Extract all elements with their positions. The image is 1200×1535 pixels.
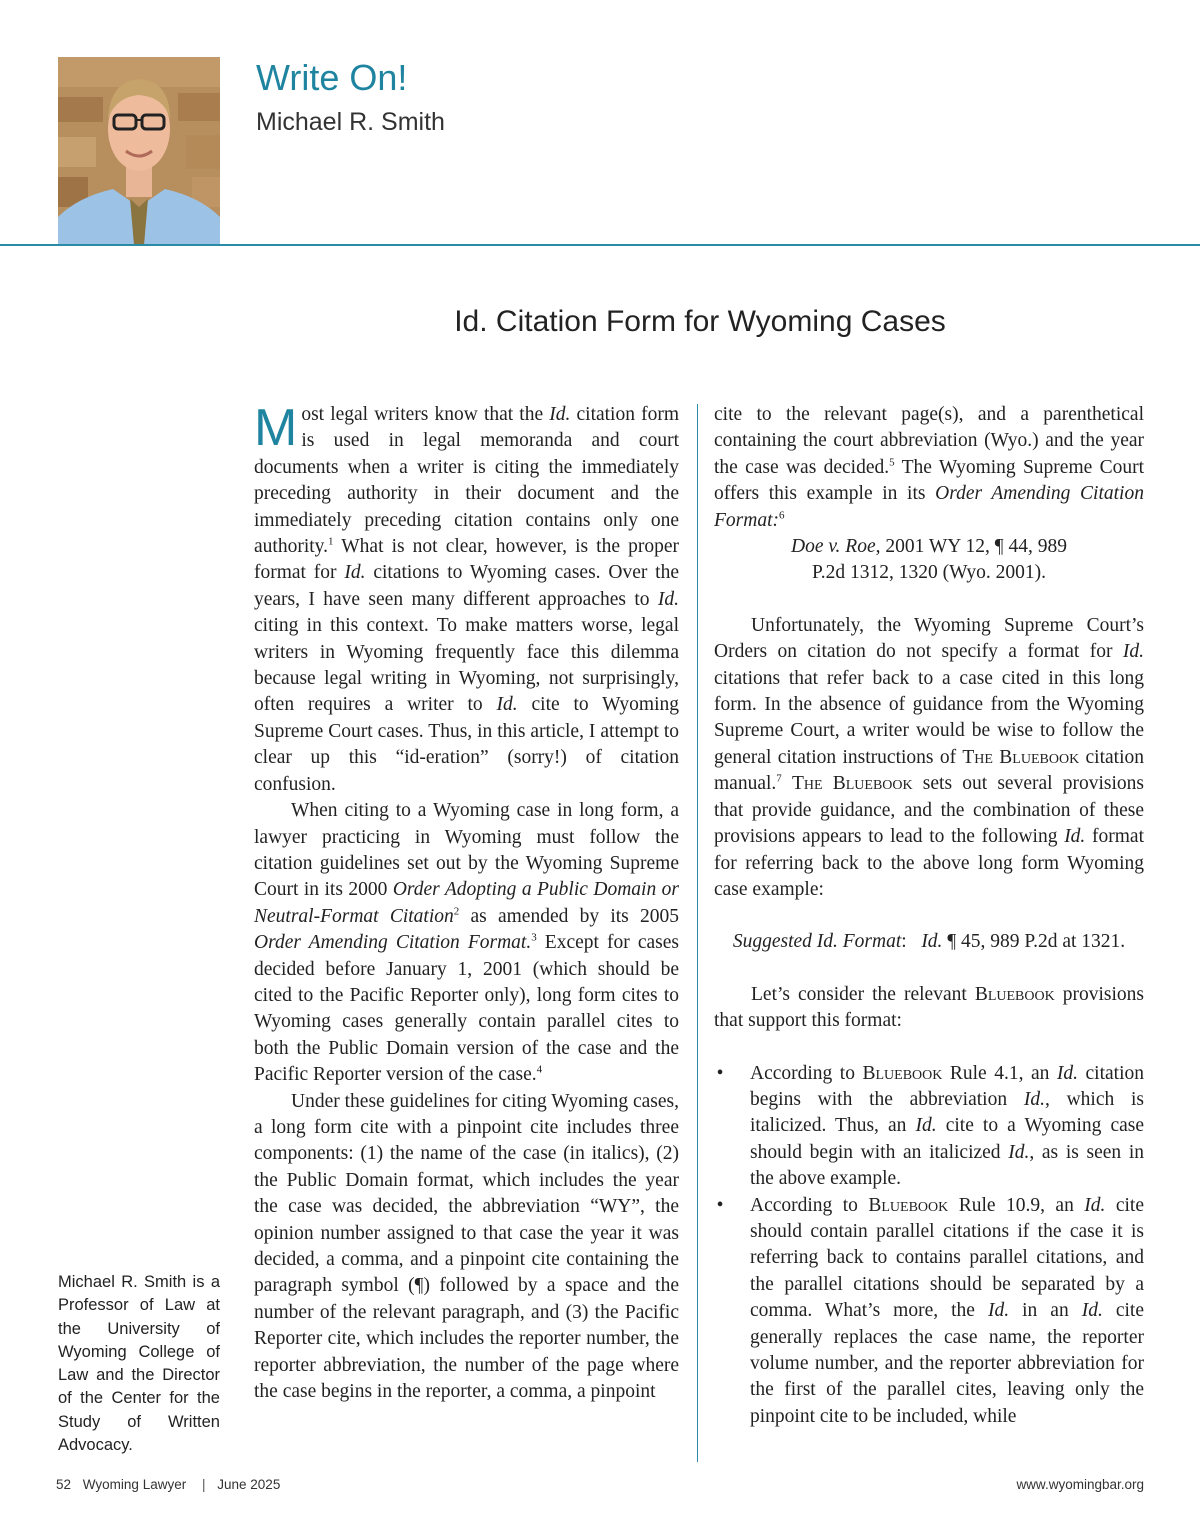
- text: in an: [1009, 1300, 1082, 1322]
- text: Unfortunately, the Wyoming Supreme Court’s Orders on citation do not specify a format for: [714, 614, 1144, 663]
- list-item: [714, 1061, 1144, 1193]
- text: cite to a Wyoming case should begin with an italicized: [750, 1115, 1144, 1163]
- text: , as is seen in the above example.: [750, 1141, 1144, 1190]
- id-term: Id.: [1084, 1194, 1106, 1216]
- text: , 2001 WY 12, ¶ 44, 989: [875, 536, 1067, 558]
- paragraph-unfortunately: [714, 613, 1144, 903]
- paragraph-components: Under these guidelines for citing Wyoming cases, a long form cite with a pinpoint cite includes three components: (1) the name of the case (in italics), (2) the Public Domain format, which includes the year the case was decided, the abbreviation “WY”, the opinion number assigned to that case the year it was decided, a comma, and a pinpoint cite containing the paragraph symbol (¶) followed by a space and the number of the relevant paragraph, and (3) the Pacific Reporter cite, which includes the reporter number, the reporter abbreviation, the number of the page where the case begins in the reporter, a comma, a pinpoint: [254, 1090, 679, 1403]
- website-link[interactable]: www.wyomingbar.org: [1016, 1477, 1144, 1492]
- text: Let’s consider the relevant: [751, 983, 975, 1005]
- id-term: Id.: [344, 562, 366, 584]
- id-term: Id.: [1081, 1300, 1103, 1322]
- column-right: [714, 402, 1144, 1430]
- id-term: Id.: [1008, 1141, 1030, 1163]
- text: :: [901, 931, 922, 953]
- text: citation manual.: [714, 746, 1144, 795]
- spacer: [714, 587, 1144, 613]
- page-footer: [56, 1477, 1144, 1492]
- list-item: [714, 1193, 1144, 1431]
- text: What is not clear, however, is the proper format for: [254, 536, 679, 584]
- bullet-icon: •: [716, 1062, 724, 1084]
- footer-separator: |: [201, 1477, 206, 1492]
- author-bio: Michael R. Smith is a Professor of Law at the University of Wyoming College of Law and the Director of the Center for the Study of Written Advocacy.: [58, 1273, 220, 1455]
- id-term: Id.: [915, 1115, 937, 1137]
- text: citing in this context. To make matters worse, legal writers in Wyoming frequently face this dilemma because legal writing in Wyoming, not surprisingly, often requires a writer to: [254, 615, 679, 716]
- article-title: Id. Citation Form for Wyoming Cases: [454, 305, 946, 338]
- text: When citing to a Wyoming case in long form, a lawyer practicing in Wyoming must follow the citation guidelines set out by the Wyoming Supreme Court in its 2000: [254, 800, 679, 901]
- text: According to: [750, 1062, 863, 1084]
- order-title: Order Adopting a Public Domain or Neutral-Format Citation: [254, 879, 679, 927]
- id-term: Id.: [1056, 1062, 1079, 1084]
- bluebook-name: Bluebook: [862, 1062, 943, 1084]
- author-photo: [58, 57, 220, 245]
- text: provisions that support this format:: [714, 983, 1144, 1032]
- issue-date: June 2025: [217, 1477, 281, 1492]
- spacer: [714, 956, 1144, 982]
- spacer: [714, 1035, 1144, 1061]
- text: as amended by its 2005: [459, 905, 679, 927]
- text: Rule 10.9, an: [948, 1194, 1085, 1216]
- footnote-ref: 5: [889, 456, 895, 469]
- id-term: Id.: [1122, 641, 1144, 663]
- text: , which is italicized. Thus, an: [750, 1088, 1144, 1137]
- column-left: [254, 399, 679, 1405]
- example-citation: [714, 534, 1144, 587]
- column-title: Write On!: [256, 57, 408, 98]
- text: Rule 4.1, an: [942, 1062, 1057, 1084]
- id-term: Id.: [1064, 826, 1086, 848]
- text: cite to Wyoming Supreme Court cases. Thus, in this article, I attempt to clear up this “id-eration” (sorry!) of citation confusion.: [254, 694, 679, 795]
- order-title: Order Amending Citation Format.: [254, 932, 532, 954]
- paragraph-long-form: [254, 798, 679, 1088]
- id-term: Id.: [1023, 1088, 1045, 1110]
- text: ¶ 45, 989 P.2d at 1321.: [942, 931, 1126, 953]
- text: cite to the relevant page(s), and a parenthetical containing the court abbreviation (Wyo.) and the year the case was decided.: [714, 404, 1144, 478]
- text: ost legal writers know that the: [301, 404, 550, 425]
- footnote-ref: 1: [328, 535, 334, 548]
- footnote-ref: 4: [536, 1063, 543, 1076]
- paragraph-provisions: [714, 982, 1144, 1035]
- id-term: Id.: [549, 404, 571, 425]
- bluebook-name: Bluebook: [868, 1194, 949, 1216]
- text: citations that refer back to a case cited in this long form. In the absence of guidance from the Wyoming Supreme Court, a writer would be wise to follow the general citation instructions of: [714, 667, 1144, 768]
- bluebook-name: The Bluebook: [962, 746, 1080, 768]
- bullet-icon: •: [716, 1194, 724, 1216]
- id-term: Id.: [657, 588, 679, 610]
- text: Except for cases decided before January 1, 2001 (which should be cited to the Pacific Reporter only), long form cites to Wyoming cases generally contain parallel cites to both the Public Domain version of the case and the Pacific Reporter version of the case.: [254, 932, 679, 1086]
- publication-name: Wyoming Lawyer: [82, 1477, 187, 1492]
- footnote-ref: 3: [531, 931, 537, 944]
- id-term: Id.: [496, 694, 518, 716]
- drop-cap: M: [254, 399, 298, 457]
- page-number: 52: [56, 1477, 72, 1492]
- footnote-ref: 2: [453, 905, 460, 918]
- text: cite generally replaces the case name, the reporter volume number, and the reporter abbreviation for the first of the parallel cites, leaving only the pinpoint cite to be included, while: [750, 1300, 1144, 1427]
- suggested-format: [714, 929, 1144, 955]
- text: sets out several provisions that provide guidance, and the combination of these provisions appears to lead to the following: [714, 773, 1145, 848]
- text: P.2d 1312, 1320 (Wyo. 2001).: [812, 562, 1046, 584]
- text: cite should contain parallel citations if the case it is referring back to contains parallel citations, and the parallel citations should be separated by a comma. What’s more, the: [750, 1194, 1144, 1322]
- footnote-ref: 6: [779, 509, 785, 522]
- order-title: Order Amending Citation Format:: [714, 483, 1144, 531]
- suggested-label: Suggested Id. Format: [732, 931, 902, 953]
- author-name: Michael R. Smith: [256, 108, 445, 136]
- id-term: Id.: [921, 931, 943, 953]
- paragraph-intro: [254, 399, 679, 798]
- header-rule: [0, 244, 1200, 246]
- bluebook-name: The Bluebook: [791, 773, 913, 795]
- bluebook-name: Bluebook: [974, 983, 1055, 1005]
- text: citations to Wyoming cases. Over the years, I have seen many different approaches to: [254, 562, 679, 610]
- footnote-ref: 7: [776, 772, 782, 785]
- text: format for referring back to the above long form Wyoming case example:: [714, 826, 1144, 900]
- text: According to: [750, 1194, 869, 1216]
- text: citation form is used in legal memoranda and court documents when a writer is citing the immediately preceding authority in their document and the immediately preceding citation contains only one authority.: [254, 404, 679, 558]
- footer-left: [56, 1477, 1144, 1492]
- id-term: Id.: [987, 1300, 1010, 1322]
- spacer: [714, 903, 1144, 929]
- case-name: Doe v. Roe: [790, 536, 876, 558]
- text: citation begins with the abbreviation: [750, 1062, 1145, 1110]
- column-divider: [697, 404, 698, 1462]
- text: [782, 773, 792, 794]
- text: The Wyoming Supreme Court offers this example in its: [714, 456, 1144, 505]
- paragraph-continued: [714, 402, 1144, 534]
- provision-list: [714, 1061, 1144, 1431]
